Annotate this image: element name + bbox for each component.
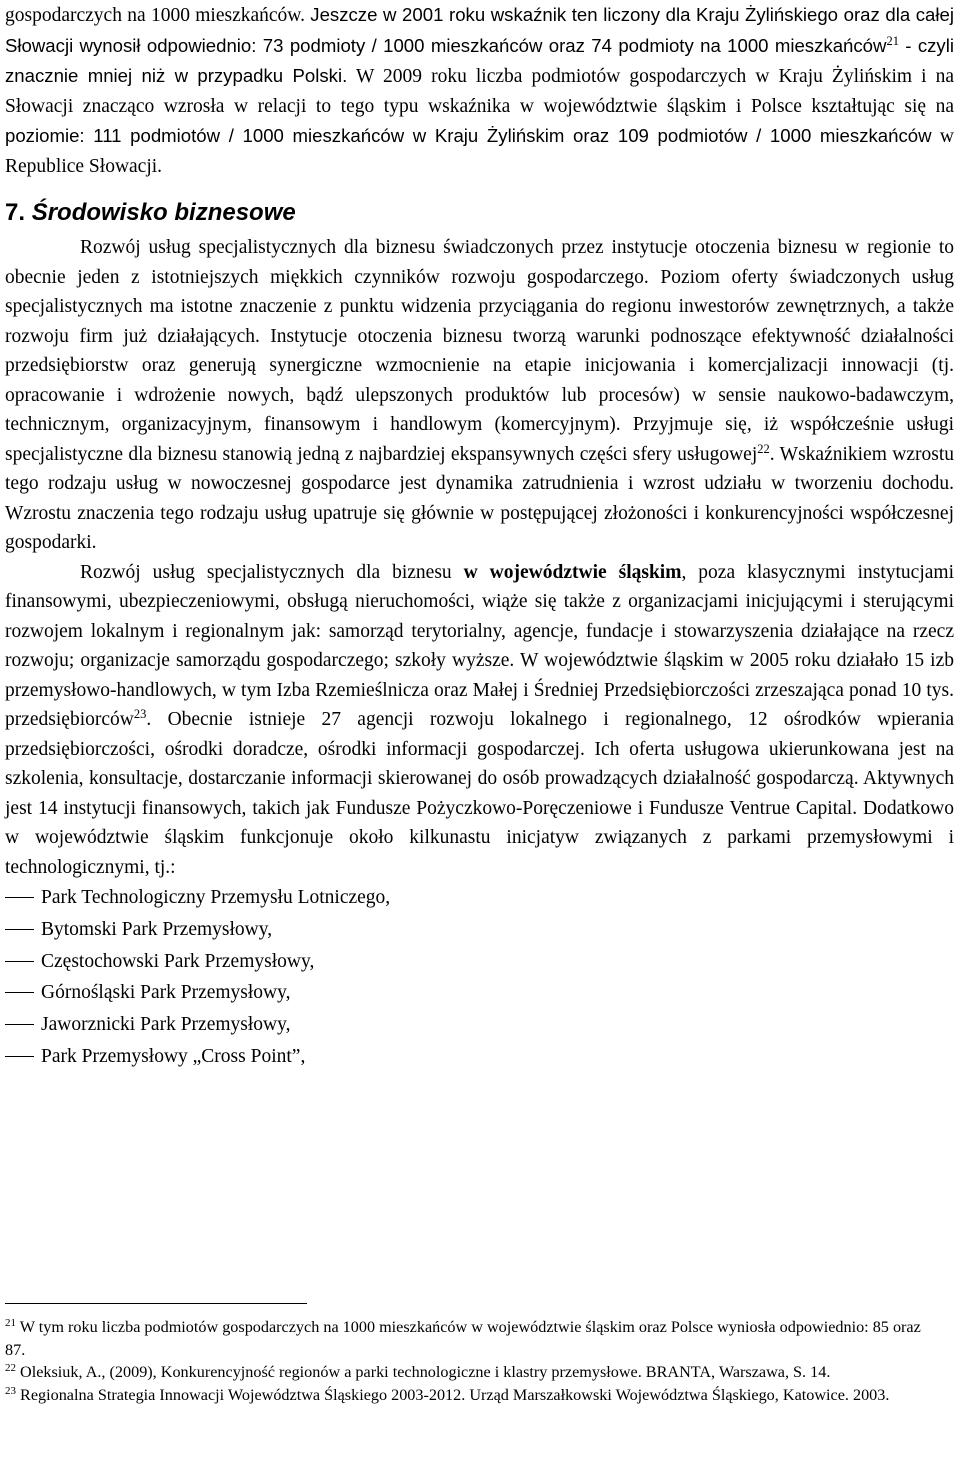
paragraph-2-text: Rozwój usług specjalistycznych dla biznesu	[80, 561, 464, 583]
list-item	[5, 1009, 954, 1041]
paragraph-2	[5, 558, 954, 883]
paragraph-2-text-end: . Obecnie istnieje 27 agencji rozwoju lokalnego i regionalnego, 12 ośrodków wpierania przedsiębiorczości, ośrodki doradcze, ośrodki informacji gospodarczej. Ich oferta usługowa ukierunkowana jest na szkolenia, konsultacje, dostarczanie informacji skierowanej do osób prowadzących działalność gospodarczą. Aktywnych jest 14 instytucji finansowych, takich jak Fundusze Pożyczkowo-Poręczeniowe i Fundusze Ventrue Capital. Dodatkowo w województwie śląskim funkcjonuje około kilkunastu inicjatyw związanych z parkami przemysłowymi i technologicznymi, tj.:	[5, 709, 954, 878]
list-item	[5, 914, 954, 946]
dash-bullet-icon	[5, 992, 34, 993]
footnote-number: 23	[5, 1385, 16, 1398]
footnote-text: Oleksiuk, A., (2009), Konkurencyjność regionów a parki technologiczne i klastry przemysłowe. BRANTA, Warszawa, S. 14.	[16, 1363, 831, 1382]
intro-paragraph	[5, 0, 954, 181]
section-heading	[5, 198, 954, 228]
paragraph-1-text-end: . Wskaźnikiem wzrostu tego rodzaju usług w nowoczesnej gospodarce jest dynamika zatrudnienia i wzrost udziału w tworzeniu dochodu. Wzrostu znaczenia tego rodzaju usług upatruje się głównie w postępującej złożoności i konkurencyjności współczesnej gospodarki.	[5, 443, 954, 553]
intro-text-sans-2: poziomie: 111 podmiotów / 1000 mieszkańców w Kraju Żylińskim oraz 109 podmiotów / 1000 mieszkańców	[5, 125, 932, 146]
list-item-label: Górnośląski Park Przemysłowy,	[41, 982, 291, 1004]
footnote-number: 22	[5, 1362, 16, 1375]
list-item-label: Park Technologiczny Przemysłu Lotniczego,	[41, 887, 391, 908]
intro-text-serif-2: W 2009 roku liczba podmiotów gospodarczych w Kraju Żylińskim i na Słowacji znacząco wzrosła w relacji to tego typu wskaźnika w województwie śląskim i Polsce kształtując się na	[5, 66, 954, 117]
section-number: 7.	[5, 199, 32, 226]
intro-text-serif-3: w Republice Słowacji.	[5, 126, 954, 177]
dash-bullet-icon	[5, 1056, 34, 1057]
paragraph-2-text-mid: , poza klasycznymi instytucjami finansowymi, ubezpieczeniowymi, obsługą nieruchomości, wiąże się także z organizacjami inicjującymi i sterującymi rozwojem lokalnym i regionalnym jak: samorząd terytorialny, agencje, fundacje i stowarzyszenia działające na rzecz rozwoju; organizacje samorządu gospodarczego; szkoły wyższe. W województwie śląskim w 2005 roku działało 15 izb przemysłowo-handlowych, w tym Izba Rzemieślnicza oraz Małej i Średniej Przedsiębiorczości zrzeszająca ponad 10 tys. przedsiębiorców	[5, 561, 954, 730]
paragraph-1-text: Rozwój usług specjalistycznych dla biznesu świadczonych przez instytucje otoczenia biznesu w regionie to obecnie jeden z istotniejszych miękkich czynników rozwoju gospodarczego. Poziom oferty świadczonych usług specjalistycznych ma istotne znaczenie z punktu widzenia przyciągania do regionu inwestorów zewnętrznych, a także rozwoju firm już działających. Instytucje otoczenia biznesu tworzą warunki podnoszące efektywność działalności przedsiębiorstw oraz generują synergiczne wzmocnienie na etapie inicjowania i komercjalizacji innowacji (tj. opracowanie i wdrożenie nowych, bądź ulepszonych produktów lub procesów) w sensie naukowo-badawczym, technicznym, organizacyjnym, finansowym i handlowym (komercyjnym). Przyjmuje się, iż współcześnie usługi specjalistyczne dla biznesu stanowią jedną z najbardziej ekspansywnych części sfery usługowej	[5, 237, 954, 465]
footnote-ref-21[interactable]: 21	[886, 33, 899, 48]
dash-bullet-icon	[5, 961, 34, 962]
list-item-label: Bytomski Park Przemysłowy,	[41, 918, 273, 940]
intro-text-sans: Jeszcze w 2001 roku wskaźnik ten liczony dla Kraju Żylińskiego oraz dla całej Słowacji wynosił odpowiednio: 73 podmioty / 1000 mieszkańców oraz 74 podmioty na 1000 mieszkańców	[5, 4, 954, 56]
list-item	[5, 946, 954, 978]
footnote-22	[5, 1361, 940, 1384]
paragraph-2-bold: w województwie śląskim	[463, 561, 682, 583]
section-title: Środowisko biznesowe	[31, 199, 296, 226]
list-item	[5, 1041, 954, 1073]
footnotes	[5, 1316, 940, 1407]
parks-list	[5, 882, 954, 1073]
intro-text-serif: gospodarczych na 1000 mieszkańców.	[5, 5, 311, 26]
footnote-21	[5, 1316, 940, 1361]
footnote-23	[5, 1384, 940, 1407]
footnote-ref-23[interactable]: 23	[133, 707, 147, 721]
footnote-ref-22[interactable]: 22	[757, 441, 770, 456]
list-item-label: Park Przemysłowy „Cross Point”,	[41, 1045, 306, 1067]
footnote-text: Regionalna Strategia Innowacji Województwa Śląskiego 2003-2012. Urząd Marszałkowski Województwa Śląskiego, Katowice. 2003.	[16, 1386, 890, 1405]
paragraph-1	[5, 233, 954, 558]
footnote-number: 21	[5, 1317, 16, 1329]
intro-text-sans-end: - czyli znacznie mniej niż w przypadku Polski.	[5, 34, 954, 86]
dash-bullet-icon	[5, 929, 34, 930]
list-item	[5, 977, 954, 1009]
footnote-text: W tym roku liczba podmiotów gospodarczych na 1000 mieszkańców w województwie śląskim oraz Polsce wyniosła odpowiednio: 85 oraz 87.	[5, 1318, 921, 1359]
dash-bullet-icon	[5, 897, 34, 898]
list-item-label: Jaworznicki Park Przemysłowy,	[41, 1014, 291, 1036]
list-item	[5, 882, 954, 914]
dash-bullet-icon	[5, 1024, 34, 1025]
footnote-separator	[5, 1303, 307, 1304]
list-item-label: Częstochowski Park Przemysłowy,	[41, 950, 315, 972]
